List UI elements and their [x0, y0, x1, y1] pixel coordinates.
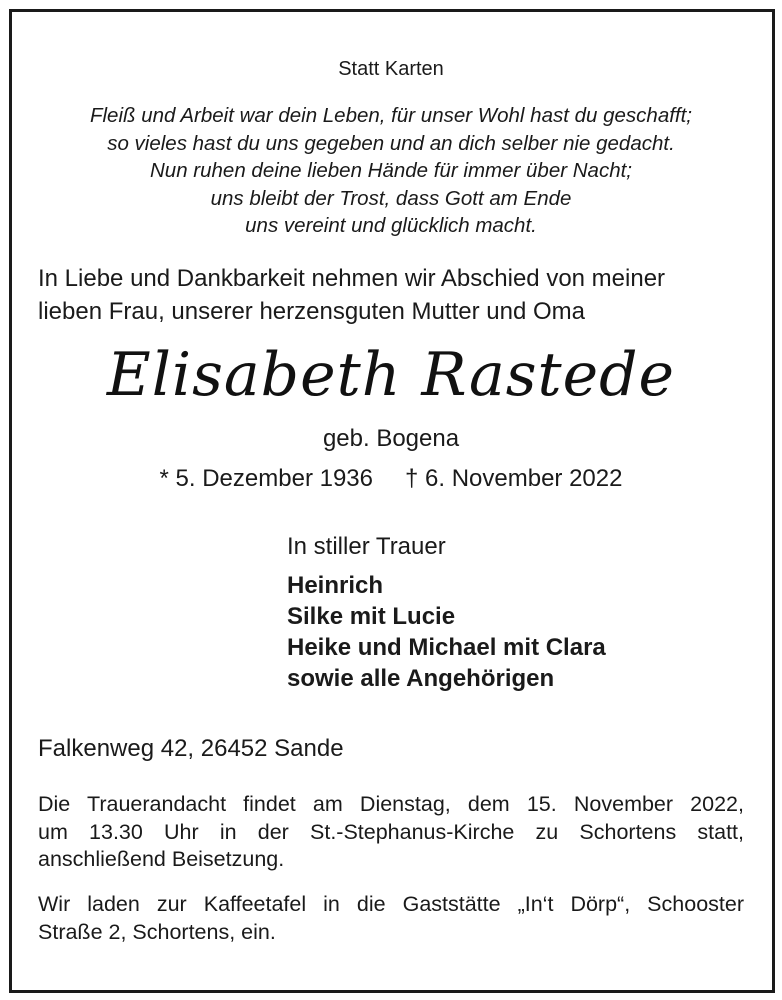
- mourning-label: In stiller Trauer: [287, 533, 446, 560]
- life-dates: [0, 465, 782, 493]
- poem-line: so vieles hast du uns gegeben und an dich selber nie gedacht.: [107, 131, 675, 155]
- reception-info: [38, 891, 744, 946]
- mourner-name: Heike und Michael mit Clara: [287, 634, 606, 661]
- header-text: Statt Karten: [338, 58, 444, 80]
- intro-line: In Liebe und Dankbarkeit nehmen wir Abschied von meiner: [38, 265, 666, 292]
- service-line: anschließend Beisetzung.: [38, 847, 285, 871]
- deceased-name: Elisabeth Rastede: [106, 340, 676, 410]
- poem-line: uns bleibt der Trost, dass Gott am Ende: [210, 186, 572, 210]
- service-line: um 13.30 Uhr in der St.-Stephanus-Kirche zu Schortens statt,: [38, 819, 744, 844]
- birth-date: * 5. Dezember 1936: [159, 465, 373, 492]
- death-date: † 6. November 2022: [405, 465, 623, 492]
- reception-line: Straße 2, Schortens, ein.: [38, 919, 276, 944]
- poem-line: Fleiß und Arbeit war dein Leben, für unser Wohl hast du geschafft;: [89, 104, 693, 127]
- intro-text: [38, 262, 665, 328]
- reception-line: Wir laden zur Kaffeetafel in die Gaststätte „In‘t Dörp“, Schooster: [38, 892, 744, 916]
- maiden-name: geb. Bogena: [322, 425, 460, 452]
- service-info: [38, 791, 744, 874]
- intro-line: lieben Frau, unserer herzensguten Mutter und Oma: [38, 298, 585, 325]
- poem-line: Nun ruhen deine lieben Hände für immer über Nacht;: [149, 159, 633, 182]
- service-line: Die Trauerandacht findet am Dienstag, dem 15. November 2022,: [38, 792, 744, 816]
- mourner-name: sowie alle Angehörigen: [287, 665, 555, 692]
- mourners-list: [287, 570, 606, 694]
- poem: [0, 102, 782, 240]
- poem-line: uns vereint und glücklich macht.: [245, 214, 537, 237]
- address: Falkenweg 42, 26452 Sande: [38, 735, 344, 762]
- mourner-name: Silke mit Lucie: [287, 603, 456, 630]
- mourner-name: Heinrich: [287, 572, 384, 599]
